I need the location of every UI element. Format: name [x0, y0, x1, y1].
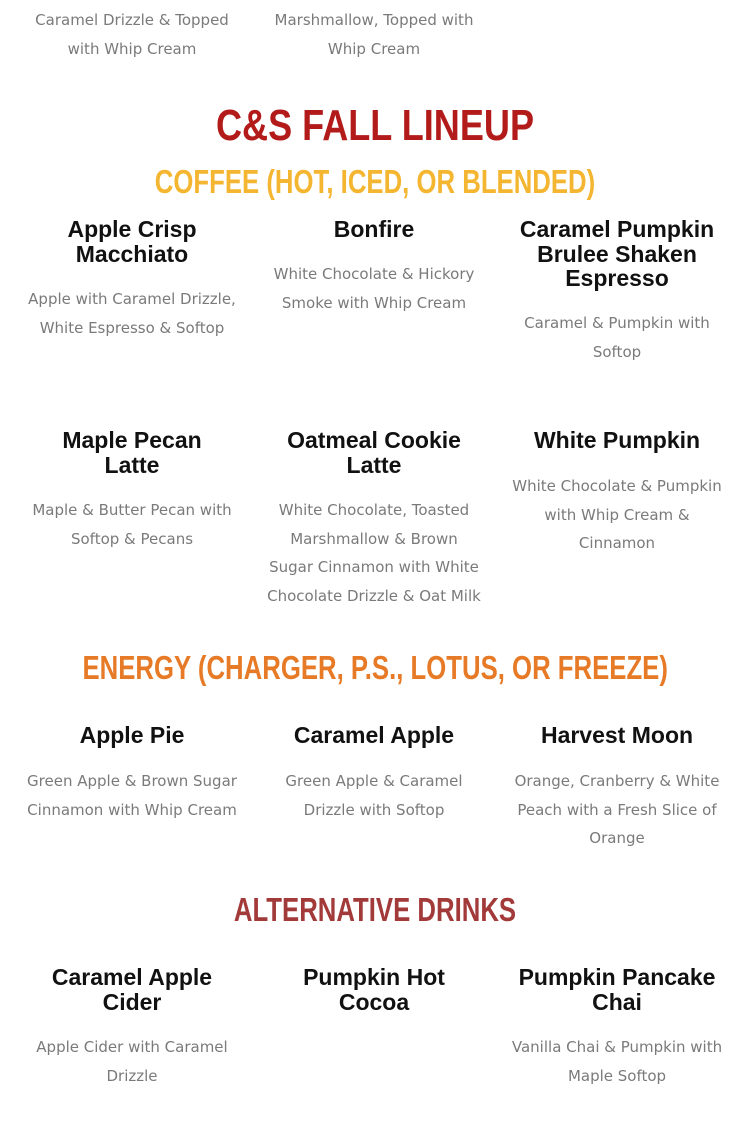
item-name-pumpkin-hot-cocoa: Pumpkin Hot Cocoa [303, 964, 445, 1015]
item-name-caramel-pumpkin-brulee-shaken-espresso: Caramel Pumpkin Brulee Shaken Espresso [519, 216, 715, 291]
item-name-white-pumpkin: White Pumpkin [533, 427, 701, 453]
item-description-white-pumpkin: White Chocolate & Pumpkin with Whip Cream & Cinnamon [512, 477, 722, 553]
item-name-apple-crisp-macchiato: Apple Crisp Macchiato [67, 216, 197, 267]
item-name-bonfire: Bonfire [333, 216, 415, 242]
previous-item-2-description: Marshmallow, Topped with Whip Cream [274, 11, 474, 58]
item-description-caramel-apple-cider: Apple Cider with Caramel Drizzle [36, 1038, 228, 1085]
alternative-section-header: ALTERNATIVE DRINKS [233, 891, 517, 928]
previous-item-1-description: Caramel Drizzle & Topped with Whip Cream [35, 11, 229, 58]
item-description-bonfire: White Chocolate & Hickory Smoke with Whip Cream [273, 265, 475, 312]
item-name-oatmeal-cookie-latte: Oatmeal Cookie Latte [287, 427, 461, 478]
item-description-harvest-moon: Orange, Cranberry & White Peach with a Fresh Slice of Orange [514, 772, 720, 848]
item-name-caramel-apple: Caramel Apple [293, 722, 455, 748]
item-name-maple-pecan-latte: Maple Pecan Latte [62, 427, 202, 478]
item-name-pumpkin-pancake-chai: Pumpkin Pancake Chai [518, 964, 716, 1015]
item-description-maple-pecan-latte: Maple & Butter Pecan with Softop & Pecans [32, 501, 232, 548]
item-name-apple-pie: Apple Pie [79, 722, 185, 748]
coffee-section-header: COFFEE (HOT, ICED, OR BLENDED) [154, 163, 596, 200]
item-description-caramel-pumpkin-brulee-shaken-espresso: Caramel & Pumpkin with Softop [524, 314, 710, 361]
energy-section-header: ENERGY (CHARGER, P.S., LOTUS, OR FREEZE) [82, 649, 668, 686]
item-name-caramel-apple-cider: Caramel Apple Cider [51, 964, 213, 1015]
item-description-apple-pie: Green Apple & Brown Sugar Cinnamon with Whip Cream [27, 772, 237, 819]
item-description-oatmeal-cookie-latte: White Chocolate, Toasted Marshmallow & Brown Sugar Cinnamon with White Chocolate Drizzle & Oat Milk [267, 501, 481, 606]
item-description-apple-crisp-macchiato: Apple with Caramel Drizzle, White Espresso & Softop [28, 290, 236, 337]
item-name-harvest-moon: Harvest Moon [540, 722, 694, 748]
item-description-caramel-apple: Green Apple & Caramel Drizzle with Softop [285, 772, 463, 819]
item-description-pumpkin-pancake-chai: Vanilla Chai & Pumpkin with Maple Softop [511, 1038, 723, 1085]
menu-title: C&S FALL LINEUP [215, 101, 535, 150]
